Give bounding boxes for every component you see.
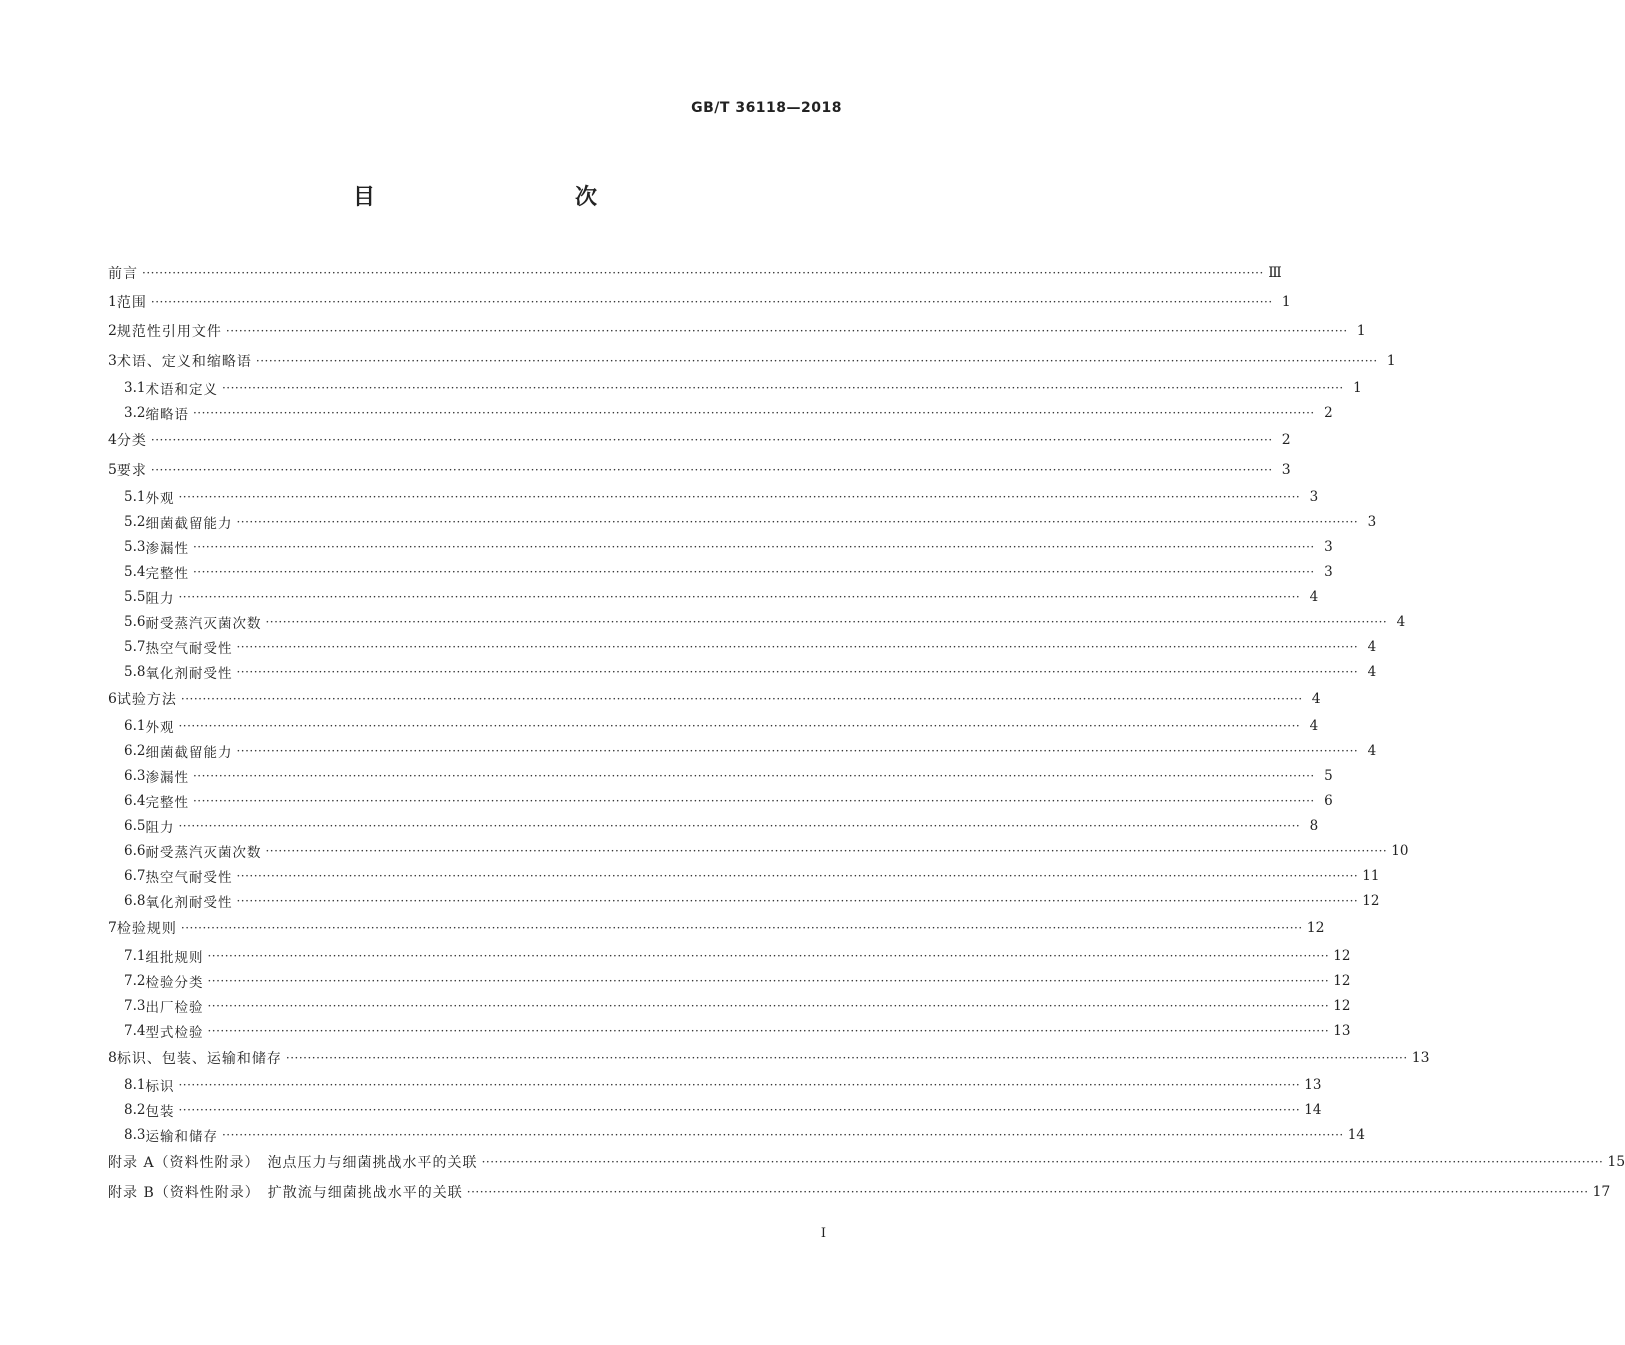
toc-entry-page: 8 — [1309, 818, 1319, 835]
toc-entry — [108, 968, 1351, 993]
toc-entry-page: 3 — [1367, 513, 1377, 530]
toc-entry-number: 5.6 — [124, 613, 146, 630]
toc-entry-number: 5.8 — [124, 663, 146, 680]
page-title: 目 次 — [352, 184, 649, 210]
toc-entry — [108, 401, 1333, 426]
toc-entry-number: 8 — [108, 1049, 117, 1066]
toc-leader-dots: ···································································································································································································································································· — [207, 948, 1330, 963]
toc-entry-label: 运输和储存 — [145, 1129, 218, 1146]
toc-entry-page: 1 — [1386, 352, 1396, 369]
toc-entry-page: 1 — [1353, 380, 1362, 397]
toc-entry-number: 6.5 — [124, 818, 146, 835]
toc-entry-number: 8.1 — [124, 1077, 146, 1094]
toc-entry-number: 6.1 — [124, 718, 146, 735]
toc-entry — [108, 1073, 1322, 1098]
toc-leader-dots: ···································································································································································································································································· — [192, 406, 1315, 421]
toc-entry-number: 2 — [108, 323, 117, 340]
toc-leader-dots: ···································································································································································································································································· — [207, 998, 1330, 1013]
toc-entry-page: 12 — [1362, 893, 1380, 910]
toc-entry-number: 3.1 — [124, 380, 146, 397]
toc-entry — [108, 1098, 1322, 1123]
toc-leader-dots: ···································································································································································································································································· — [236, 869, 1359, 884]
toc-entry — [108, 484, 1319, 509]
toc-entry-page: 3 — [1309, 488, 1319, 505]
toc-leader-dots: ···································································································································································································································································· — [207, 1023, 1330, 1038]
toc-entry-number: 8.2 — [124, 1102, 146, 1119]
toc-entry-number: 3.2 — [124, 405, 146, 422]
toc-entry-label: 完整性 — [145, 565, 189, 582]
page-number: Ⅰ — [820, 1226, 826, 1241]
toc-leader-dots: ···································································································································································································································································· — [178, 1103, 1301, 1118]
toc-leader-dots: ···································································································································································································································································· — [236, 744, 1359, 759]
toc-entry-page: 12 — [1333, 997, 1351, 1014]
toc-entry-number: 7.3 — [124, 997, 146, 1014]
toc-entry-label: 阻力 — [145, 590, 175, 607]
toc-entry-number: 7 — [108, 920, 117, 937]
toc-entry-page: 12 — [1333, 972, 1351, 989]
toc-entry-page: 15 — [1607, 1154, 1625, 1171]
toc-entry — [108, 943, 1351, 968]
toc-leader-dots: ···································································································································································································································································· — [221, 1128, 1344, 1143]
toc-entry-page: 12 — [1306, 920, 1325, 937]
toc-entry-number: 6.2 — [124, 743, 146, 760]
toc-entry-page: 13 — [1304, 1077, 1322, 1094]
toc-entry-label: 氧化剂耐受性 — [145, 895, 233, 912]
toc-entry-number: 5 — [108, 461, 117, 478]
toc-entry-number: 5.1 — [124, 488, 146, 505]
toc-entry — [108, 426, 1291, 455]
toc-entry-label: 氧化剂耐受性 — [145, 665, 233, 682]
toc-entry — [108, 287, 1291, 316]
toc-entry-label: 耐受蒸汽灭菌次数 — [145, 845, 262, 862]
toc-leader-dots: ···································································································································································································································································· — [180, 921, 1303, 936]
toc-entry-label: 热空气耐受性 — [145, 870, 233, 887]
toc-entry-page: 17 — [1592, 1183, 1611, 1200]
toc-entry-label: 术语和定义 — [145, 382, 218, 399]
toc-entry-page: 14 — [1304, 1102, 1322, 1119]
toc-entry — [108, 1043, 1430, 1072]
toc-entry-number: 7.2 — [124, 972, 146, 989]
toc-entry — [108, 814, 1319, 839]
toc-entry — [108, 789, 1333, 814]
toc-entry — [108, 889, 1380, 914]
toc-entry-label: 标识、包装、运输和储存 — [116, 1050, 282, 1067]
toc-entry-page: Ⅲ — [1268, 264, 1282, 281]
toc-leader-dots: ···································································································································································································································································· — [265, 614, 1388, 629]
toc-leader-dots: ···································································································································································································································································· — [236, 894, 1359, 909]
toc-leader-dots: ···································································································································································································································································· — [236, 664, 1359, 679]
toc-entry-label: 组批规则 — [145, 949, 204, 966]
toc-entry-page: 1 — [1356, 323, 1366, 340]
toc-entry-number: 8.3 — [124, 1127, 146, 1144]
toc-leader-dots: ···································································································································································································································································· — [255, 353, 1378, 368]
toc-entry-label: 外观 — [145, 720, 175, 737]
toc-entry — [108, 714, 1319, 739]
toc-entry — [108, 317, 1366, 346]
toc-entry — [108, 584, 1319, 609]
toc-entry-number: 7.1 — [124, 947, 146, 964]
toc-entry — [108, 1018, 1351, 1043]
toc-entry — [108, 634, 1377, 659]
toc-entry-label: 完整性 — [145, 795, 189, 812]
toc-leader-dots: ···································································································································································································································································· — [150, 462, 1273, 477]
toc-entry-number: 6.8 — [124, 893, 146, 910]
toc-entry-label: 检验规则 — [116, 921, 177, 938]
toc-entry — [108, 258, 1282, 287]
toc-entry-label: 外观 — [145, 490, 175, 507]
toc-entry-number: 5.4 — [124, 563, 146, 580]
toc-leader-dots: ···································································································································································································································································· — [192, 564, 1315, 579]
toc-entry-label: 附录 A（资料性附录） 泡点压力与细菌挑战水平的关联 — [108, 1155, 478, 1172]
toc-leader-dots: ···································································································································································································································································· — [265, 844, 1388, 859]
toc-entry-page: 4 — [1309, 588, 1319, 605]
toc-leader-dots: ···································································································································································································································································· — [178, 589, 1301, 604]
toc-entry-page: 4 — [1367, 663, 1377, 680]
toc-leader-dots: ···································································································································································································································································· — [221, 381, 1344, 396]
toc-entry-page: 4 — [1367, 743, 1377, 760]
toc-entry-number: 6.7 — [124, 868, 146, 885]
toc-leader-dots: ···································································································································································································································································· — [236, 639, 1359, 654]
toc-entry-page: 2 — [1281, 432, 1291, 449]
toc-entry — [108, 659, 1377, 684]
toc-entry-page: 2 — [1324, 405, 1333, 422]
toc-entry — [108, 559, 1333, 584]
toc-entry-page: 1 — [1281, 294, 1291, 311]
toc-entry-page: 10 — [1391, 843, 1409, 860]
toc-entry-label: 范围 — [116, 295, 147, 312]
toc-entry-page: 4 — [1309, 718, 1319, 735]
toc-entry — [108, 609, 1406, 634]
toc-leader-dots: ···································································································································································································································································· — [142, 265, 1264, 280]
toc-leader-dots: ···································································································································································································································································· — [178, 819, 1301, 834]
toc-entry-label: 渗漏性 — [145, 540, 189, 557]
toc-entry-label: 标识 — [145, 1079, 175, 1096]
toc-entry — [108, 914, 1325, 943]
toc-entry-label: 前言 — [108, 265, 138, 282]
toc-entry-page: 5 — [1324, 768, 1333, 785]
toc-entry-number: 6.6 — [124, 843, 146, 860]
toc-entry-label: 试验方法 — [116, 692, 177, 709]
toc-entry-label: 附录 B（资料性附录） 扩散流与细菌挑战水平的关联 — [108, 1184, 463, 1201]
toc-leader-dots: ···································································································································································································································································· — [178, 489, 1301, 504]
toc-entry-label: 分类 — [116, 433, 147, 450]
toc-entry-label: 阻力 — [145, 820, 175, 837]
toc-entry-page: 4 — [1311, 691, 1321, 708]
toc-entry-page: 3 — [1281, 461, 1291, 478]
table-of-contents — [108, 258, 1625, 1206]
toc-leader-dots: ···································································································································································································································································· — [150, 295, 1273, 310]
toc-entry-label: 热空气耐受性 — [145, 640, 233, 657]
toc-leader-dots: ···································································································································································································································································· — [207, 973, 1330, 988]
toc-entry-number: 6 — [108, 691, 117, 708]
toc-entry-label: 细菌截留能力 — [145, 745, 233, 762]
toc-entry-label: 术语、定义和缩略语 — [116, 353, 252, 370]
toc-entry-label: 出厂检验 — [145, 999, 204, 1016]
toc-leader-dots: ···································································································································································································································································· — [192, 769, 1315, 784]
toc-entry — [108, 739, 1377, 764]
toc-entry-number: 5.3 — [124, 538, 146, 555]
toc-entry — [108, 684, 1321, 713]
toc-leader-dots: ···································································································································································································································································· — [225, 324, 1348, 339]
toc-leader-dots: ···································································································································································································································································· — [285, 1050, 1408, 1065]
toc-entry — [108, 839, 1409, 864]
toc-leader-dots: ···································································································································································································································································· — [150, 433, 1273, 448]
toc-entry-number: 5.2 — [124, 513, 146, 530]
toc-entry-label: 要求 — [116, 462, 147, 479]
toc-entry-label: 型式检验 — [145, 1024, 204, 1041]
toc-entry — [108, 346, 1396, 375]
toc-leader-dots: ···································································································································································································································································· — [481, 1155, 1604, 1170]
toc-entry-number: 1 — [108, 294, 117, 311]
toc-entry-page: 13 — [1411, 1049, 1430, 1066]
toc-entry-number: 7.4 — [124, 1022, 146, 1039]
toc-entry-number: 6.4 — [124, 793, 146, 810]
toc-leader-dots: ···································································································································································································································································· — [178, 719, 1301, 734]
toc-leader-dots: ···································································································································································································································································· — [192, 794, 1315, 809]
toc-entry-label: 规范性引用文件 — [116, 324, 222, 341]
toc-entry-label: 缩略语 — [145, 407, 189, 424]
toc-leader-dots: ···································································································································································································································································· — [236, 514, 1359, 529]
toc-entry-page: 4 — [1367, 638, 1377, 655]
toc-entry — [108, 864, 1380, 889]
toc-entry — [108, 993, 1351, 1018]
toc-entry-page: 4 — [1396, 613, 1406, 630]
toc-entry-number: 5.7 — [124, 638, 146, 655]
toc-entry — [108, 764, 1333, 789]
toc-leader-dots: ···································································································································································································································································· — [192, 539, 1315, 554]
toc-entry-number: 3 — [108, 352, 117, 369]
toc-entry-page: 13 — [1333, 1022, 1351, 1039]
toc-entry-page: 14 — [1347, 1127, 1365, 1144]
toc-entry-label: 包装 — [145, 1104, 175, 1121]
toc-entry-number: 4 — [108, 432, 117, 449]
toc-entry-label: 检验分类 — [145, 974, 204, 991]
toc-entry — [108, 1177, 1611, 1206]
toc-entry-page: 3 — [1324, 538, 1333, 555]
toc-entry — [108, 509, 1377, 534]
toc-entry-page: 12 — [1333, 947, 1351, 964]
toc-leader-dots: ···································································································································································································································································· — [178, 1078, 1301, 1093]
standard-number: GB/T 36118—2018 — [691, 100, 842, 116]
toc-leader-dots: ···································································································································································································································································· — [466, 1184, 1589, 1199]
toc-entry — [108, 534, 1333, 559]
toc-entry — [108, 1123, 1365, 1148]
toc-entry-page: 3 — [1324, 563, 1333, 580]
toc-entry-page: 6 — [1324, 793, 1333, 810]
toc-entry-number: 6.3 — [124, 768, 146, 785]
toc-entry-label: 耐受蒸汽灭菌次数 — [145, 615, 262, 632]
toc-entry-number: 5.5 — [124, 588, 146, 605]
toc-entry — [108, 376, 1362, 401]
toc-entry-page: 11 — [1362, 868, 1380, 885]
toc-leader-dots: ···································································································································································································································································· — [180, 692, 1303, 707]
toc-entry — [108, 1148, 1625, 1177]
toc-entry-label: 渗漏性 — [145, 770, 189, 787]
toc-entry-label: 细菌截留能力 — [145, 515, 233, 532]
toc-entry — [108, 455, 1291, 484]
